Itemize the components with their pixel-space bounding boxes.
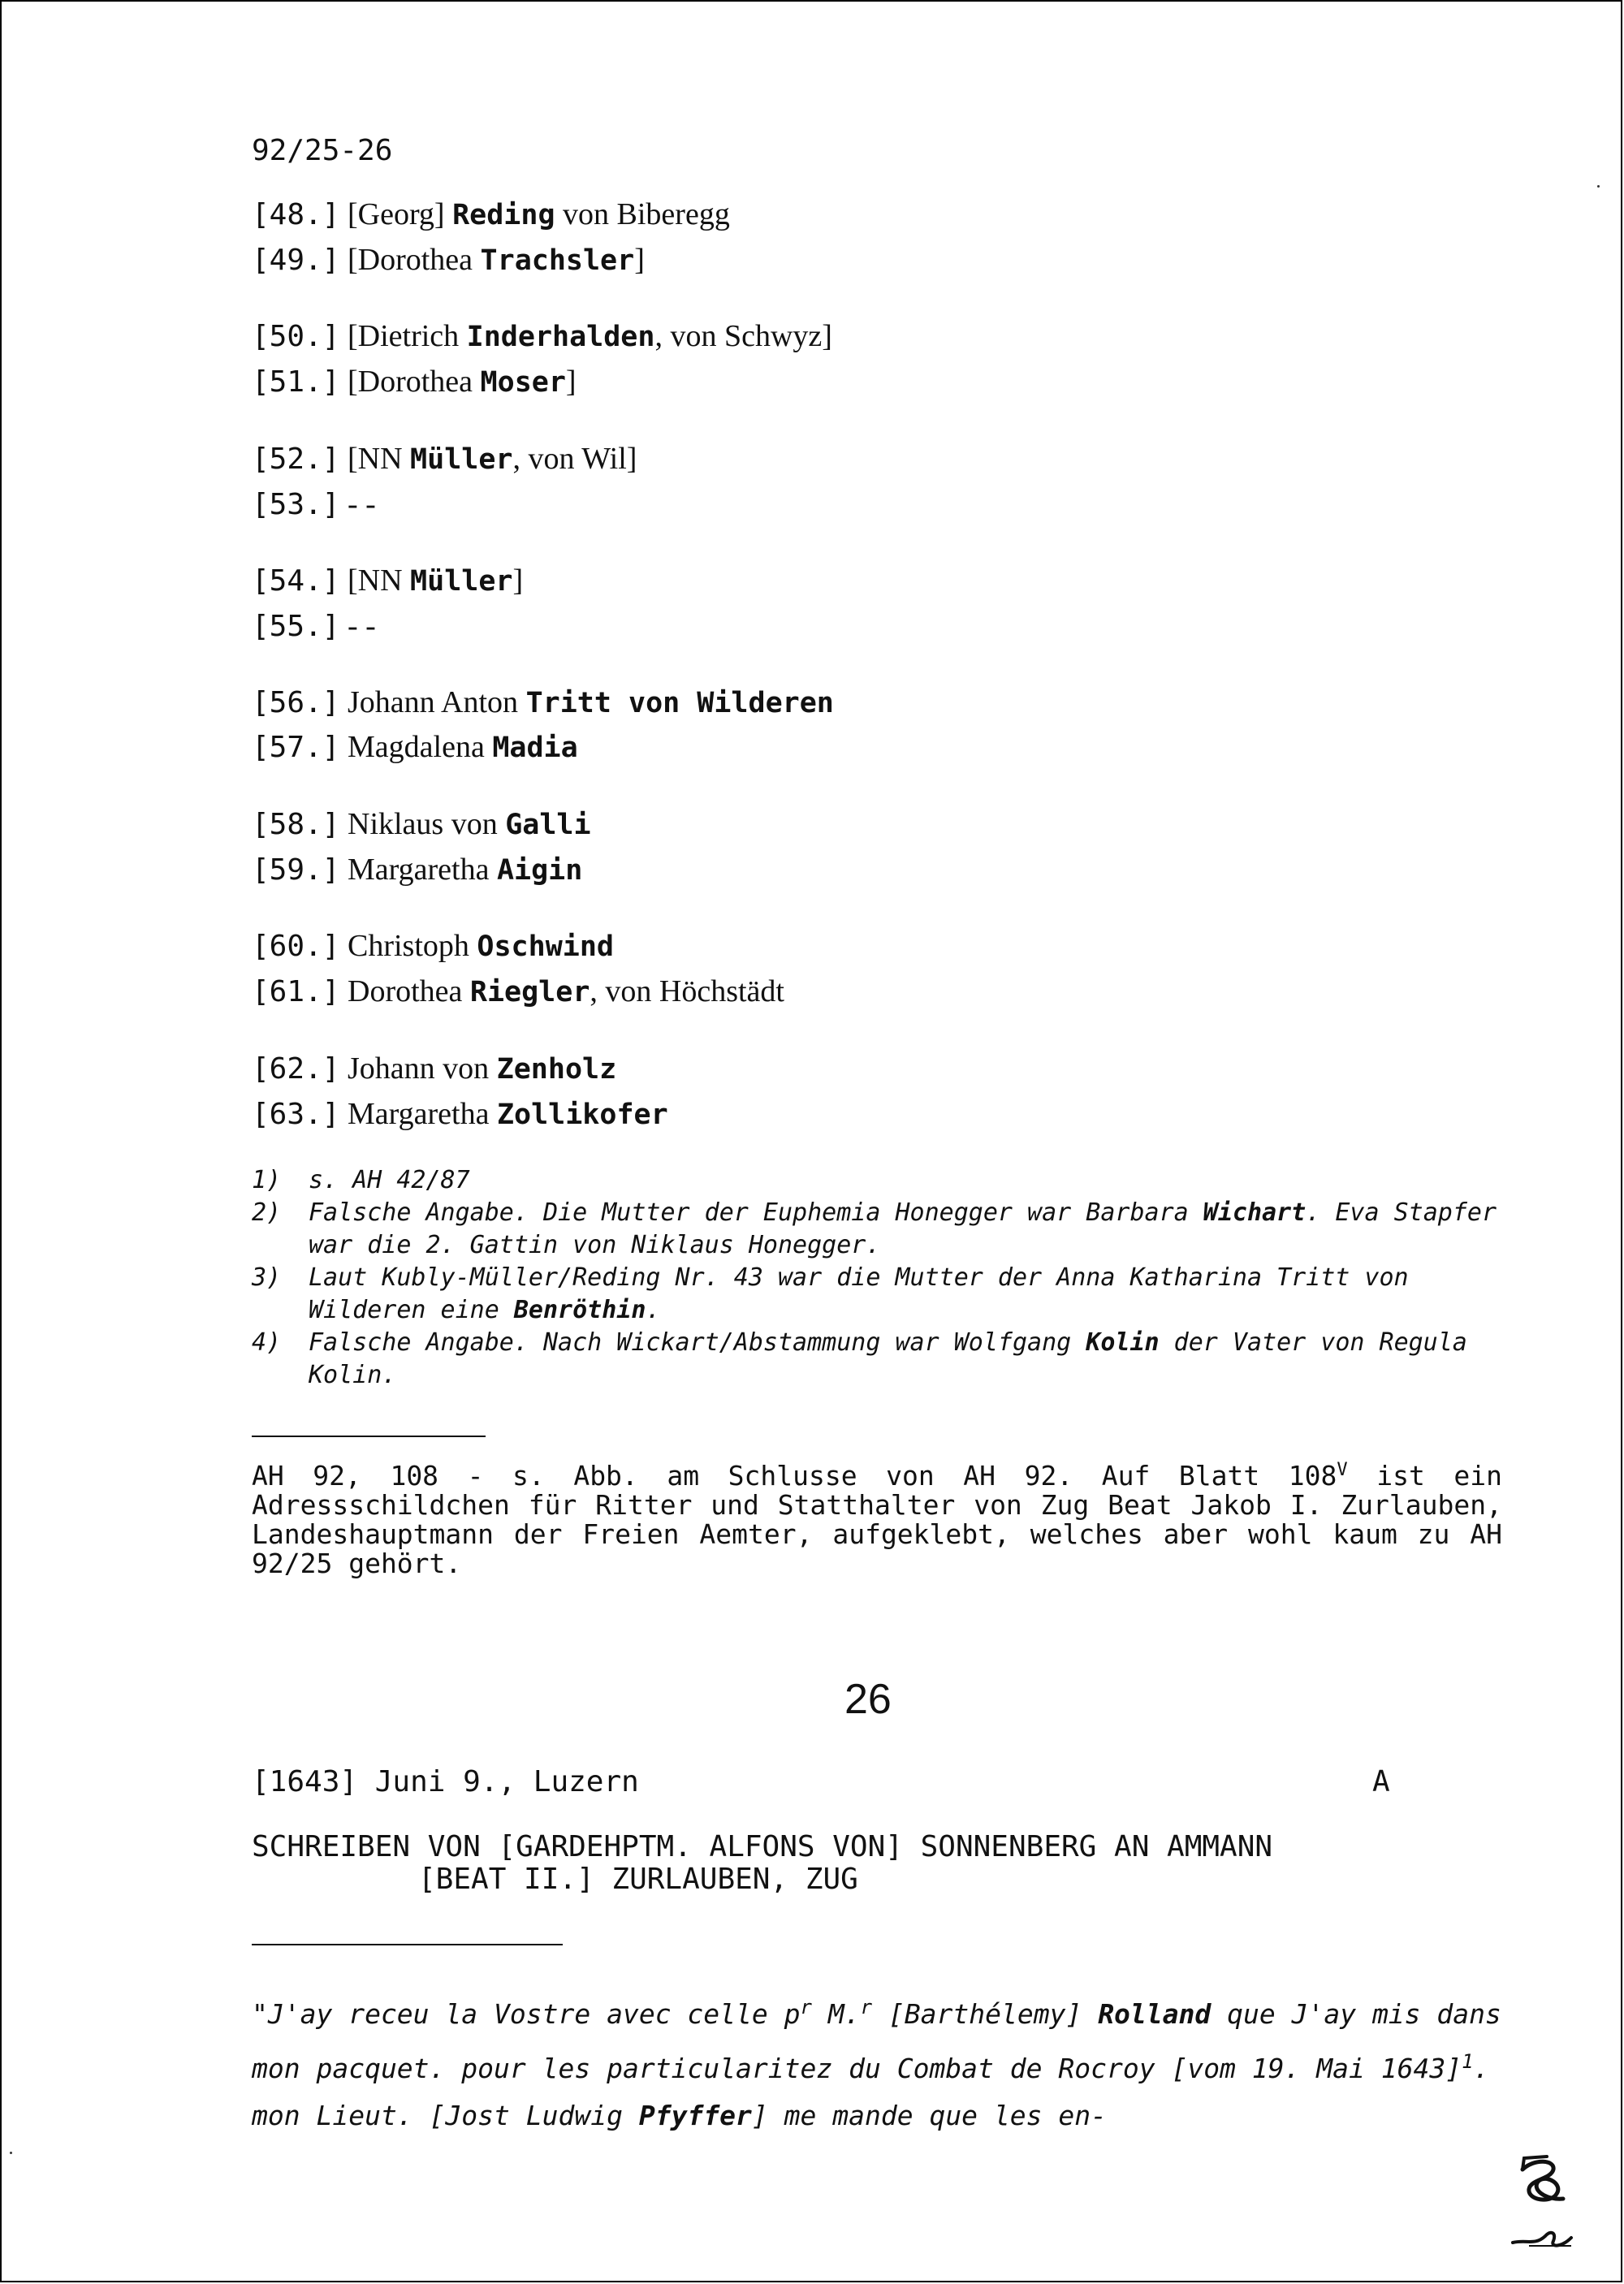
editorial-note: AH 92, 108 - s. Abb. am Schlusse von AH 92. Auf Blatt $108^V$ ist ein Adressschildchen für Ritter und Statthalter von Zug Beat Jakob I. Zurlauben, Landeshauptmann der Freien Aemter, aufgeklebt, welches aber wohl kaum zu AH 92/25 gehört. <box>252 1460 1502 1579</box>
entry-57: [57.] Magdalena Madia <box>252 730 578 764</box>
entry-56: [56.] Johann Anton Tritt von Wilderen <box>252 685 834 719</box>
footnote-3: 3) Laut Kubly-Müller/Reding Nr. 43 war die Mutter der Anna Katharina Tritt von Wilderen eine Benröthin. <box>252 1262 1518 1327</box>
footnote-text: Falsche Angabe. Die Mutter der Euphemia Honegger war Barbara Wichart. Eva Stapfer war die 2. Gattin von Niklaus Honegger. <box>309 1198 1497 1259</box>
scan-speck <box>1597 185 1600 188</box>
letter-quote: "J'ay receu la Vostre avec celle $p^r$ M.$^r$ [Barthélemy] Rolland que J'ay mis dans mon pacquet. pour les particularitez du Combat de Rocroy [vom 19. Mai 1643]$^1$. mon Lieut. [Jost Ludwig Pfyffer] me mande que les en- <box>252 1996 1501 2131</box>
footnote-1: 1) s. AH 42/87 <box>252 1164 1518 1197</box>
footnote-4: 4) Falsche Angabe. Nach Wickart/Abstammung war Wolfgang Kolin der Vater von Regula Kolin. <box>252 1327 1518 1392</box>
document-number: 26 <box>844 1676 892 1723</box>
entry-55: [55.] - - <box>252 609 376 643</box>
entry-63: [63.] Margaretha Zollikofer <box>252 1097 668 1131</box>
entry-60: [60.] Christoph Oschwind <box>252 929 614 963</box>
footnote-text: s. AH 42/87 <box>309 1166 470 1194</box>
handwritten-page-mark <box>1506 2152 1579 2265</box>
entry-54: [54.] [NN Müller] <box>252 563 524 598</box>
footnote-separator <box>252 1436 486 1437</box>
entry-62: [62.] Johann von Zenholz <box>252 1051 617 1086</box>
footnote-text: Laut Kubly-Müller/Reding Nr. 43 war die Mutter der Anna Katharina Tritt von Wilderen eine Benröthin. <box>309 1263 1409 1324</box>
entry-51: [51.] [Dorothea Moser] <box>252 365 577 399</box>
document-heading <box>252 1831 1272 1896</box>
footnote-text: Falsche Angabe. Nach Wickart/Abstammung war Wolfgang Kolin der Vater von Regula Kolin. <box>309 1328 1467 1389</box>
entry-61: [61.] Dorothea Riegler, von Höchstädt <box>252 974 784 1008</box>
reference-number: 92/25-26 <box>252 134 393 167</box>
entry-53: [53.] - - <box>252 487 376 521</box>
entry-49: [49.] [Dorothea Trachsler] <box>252 243 645 277</box>
entry-50: [50.] [Dietrich Inderhalden, von Schwyz] <box>252 319 832 353</box>
heading-line-1: SCHREIBEN VON [GARDEHPTM. ALFONS VON] SONNENBERG AN AMMANN <box>252 1830 1273 1863</box>
footnote-2: 2) Falsche Angabe. Die Mutter der Euphemia Honegger war Barbara Wichart. Eva Stapfer war die 2. Gattin von Niklaus Honegger. <box>252 1197 1518 1262</box>
document-marker: A <box>1372 1765 1390 1798</box>
entry-58: [58.] Niklaus von Galli <box>252 807 591 841</box>
heading-line-2: [BEAT II.] ZURLAUBEN, ZUG <box>418 1863 858 1896</box>
entry-48: [48.] [Georg] Reding von Biberegg <box>252 197 730 231</box>
heading-separator <box>252 1944 563 1945</box>
scan-speck <box>10 2152 12 2154</box>
entry-59: [59.] Margaretha Aigin <box>252 853 583 887</box>
entry-52: [52.] [NN Müller, von Wil] <box>252 442 637 476</box>
document-date-place: [1643] Juni 9., Luzern <box>252 1765 639 1798</box>
